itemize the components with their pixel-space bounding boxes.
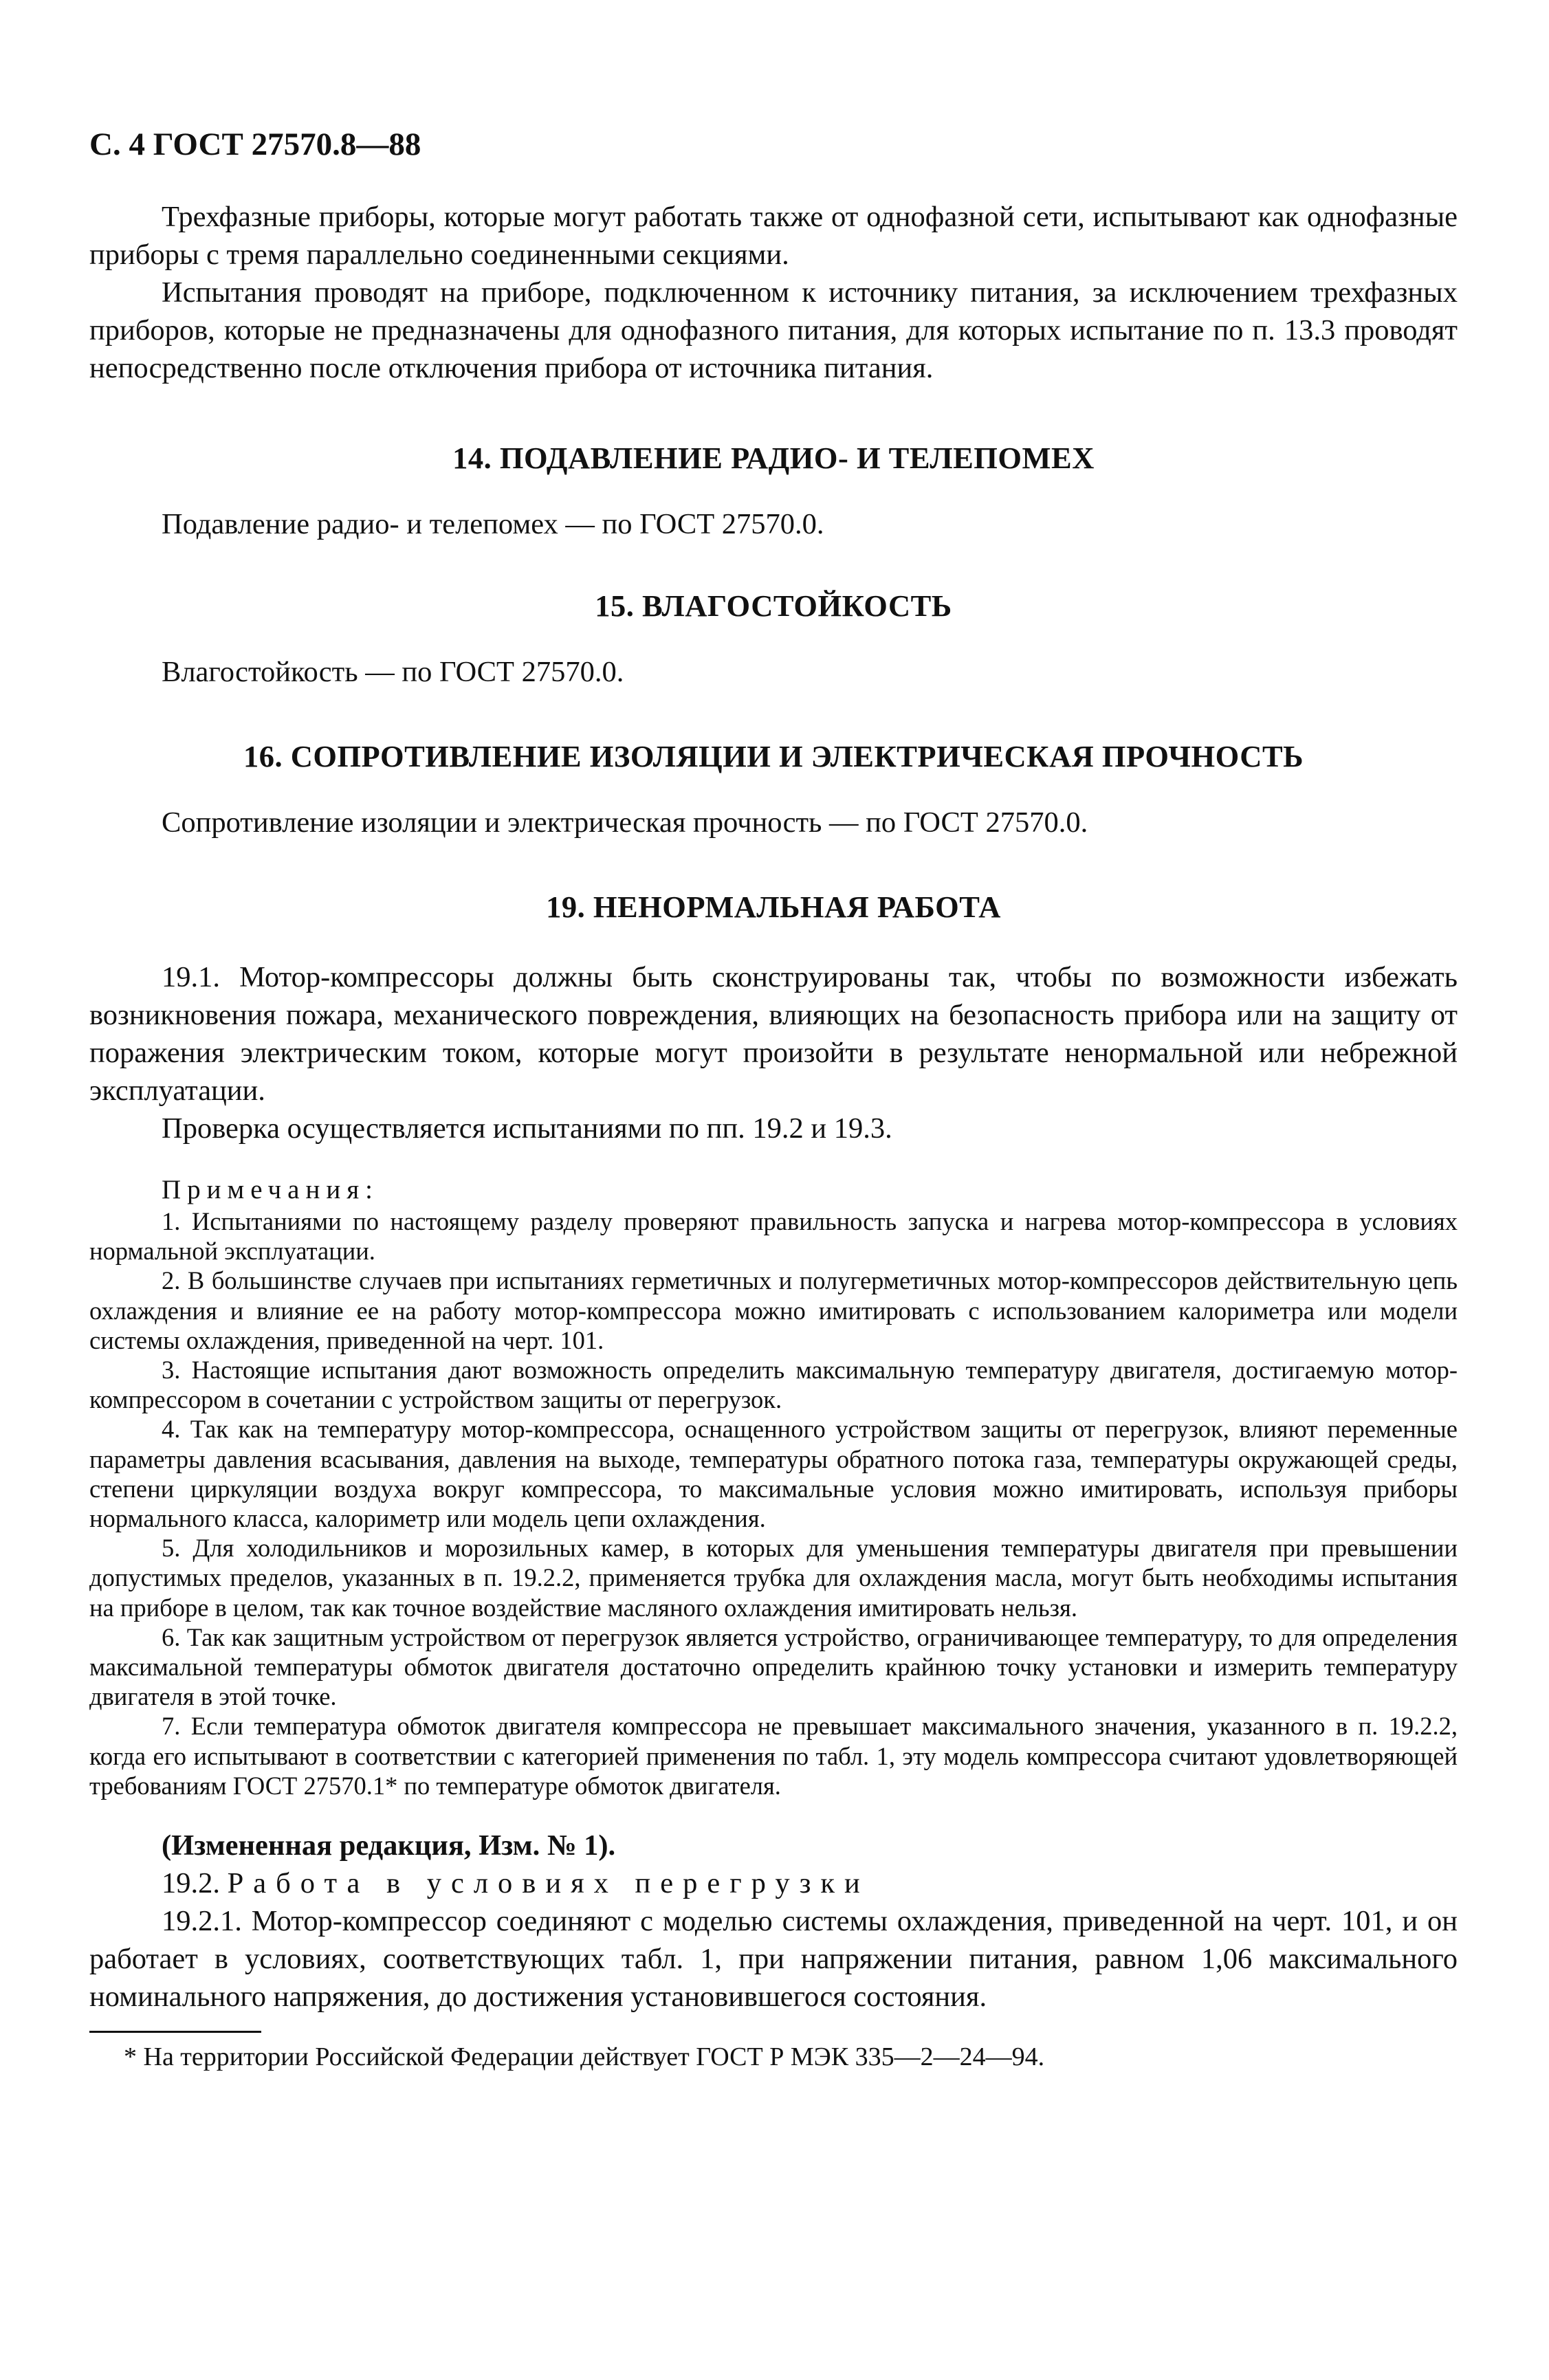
section-15-text: Влагостойкость — по ГОСТ 27570.0. <box>162 656 624 688</box>
section-14-text: Подавление радио- и телепомех — по ГОСТ 27570.0. <box>162 508 824 540</box>
note-3: 3. Настоящие испытания дают возможность определить максимальную температуру двигателя, достигаемую мотор-компрессором в сочетании с устройством защиты от перегрузок. <box>89 1356 1458 1414</box>
section-14-heading: 14. ПОДАВЛЕНИЕ РАДИО- И ТЕЛЕПОМЕХ <box>452 441 1095 475</box>
section-16-text: Сопротивление изоляции и электрическая прочность — по ГОСТ 27570.0. <box>162 806 1088 839</box>
note-7: 7. Если температура обмоток двигателя компрессора не превышает максимального значения, указанного в п. 19.2.2, когда его испытывают в соответствии с категорией применения по табл. 1, эту модель компрессора считают удовлетворяющей требованиям ГОСТ 27570.1* по температуре обмоток двигателя. <box>89 1712 1458 1800</box>
clause-19-1: 19.1. Мотор-компрессоры должны быть сконструированы так, чтобы по возможности избежать возникновения пожара, механического повреждения, влияющих на безопасность прибора или на защиту от поражения электрическим током, которые могут произойти в результате ненормальной или небрежной эксплуатации. <box>89 961 1458 1107</box>
clause-19-2-1: 19.2.1. Мотор-компрессор соединяют с моделью системы охлаждения, приведенной на черт. 101, и он работает в условиях, соответствующих табл. 1, при напряжении питания, равном 1,06 максимального номинального напряжения, до достижения установившегося состояния. <box>89 1905 1458 2014</box>
note-2: 2. В большинстве случаев при испытаниях герметичных и полугерметичных мотор-компрессоров действительную цепь охлаждения и влияние ее на работу мотор-компрессора можно имитировать с использованием калориметра или модели системы охлаждения, приведенной на черт. 101. <box>89 1266 1458 1354</box>
note-4: 4. Так как на температуру мотор-компрессора, оснащенного устройством защиты от перегрузок, влияют переменные параметры давления всасывания, давления на выходе, температуры обратного потока газа, температуры окружающей среды, степени циркуляции воздуха вокруг компрессора, то максимальные условия можно имитировать, используя приборы нормального класса, калориметр или модель цепи охлаждения. <box>89 1415 1458 1533</box>
note-1: 1. Испытаниями по настоящему разделу проверяют правильность запуска и нагрева мотор-компрессора в условиях нормальной эксплуатации. <box>89 1207 1458 1266</box>
clause-19-1-check: Проверка осуществляется испытаниями по пп. 19.2 и 19.3. <box>162 1112 892 1145</box>
document-page <box>89 124 1458 2074</box>
intro-paragraph-2: Испытания проводят на приборе, подключенном к источнику питания, за исключением трехфазных приборов, которые не предназначены для однофазного питания, для которых испытание по п. 13.3 проводят непосредственно после отключения прибора от источника питания. <box>89 276 1458 384</box>
notes-title: Примечания: <box>162 1175 379 1204</box>
footnote-divider <box>89 2031 261 2033</box>
section-19-heading: 19. НЕНОРМАЛЬНАЯ РАБОТА <box>546 890 1001 924</box>
note-6: 6. Так как защитным устройством от перегрузок является устройство, ограничивающее температуру, то для определения максимальной температуры обмоток двигателя достаточно определить крайнюю точку установки и измерить температуру двигателя в этой точке. <box>89 1622 1458 1711</box>
intro-paragraph-1: Трехфазные приборы, которые могут работать также от однофазной сети, испытывают как однофазные приборы с тремя параллельно соединенными секциями. <box>89 201 1458 271</box>
section-16-heading: 16. СОПРОТИВЛЕНИЕ ИЗОЛЯЦИИ И ЭЛЕКТРИЧЕСКАЯ ПРОЧНОСТЬ <box>243 739 1304 773</box>
section-15-heading: 15. ВЛАГОСТОЙКОСТЬ <box>595 588 952 623</box>
clause-19-2-title: Работа в условиях перегрузки <box>227 1867 870 1900</box>
clause-19-2-number: 19.2. <box>162 1867 220 1900</box>
footnote: * На территории Российской Федерации действует ГОСТ Р МЭК 335—2—24—94. <box>124 2042 1045 2072</box>
page-header: С. 4 ГОСТ 27570.8—88 <box>89 126 421 162</box>
edition-note: (Измененная редакция, Изм. № 1). <box>162 1829 616 1862</box>
clause-19-2-heading <box>89 1864 1458 1902</box>
notes-block <box>89 1174 1458 1800</box>
note-5: 5. Для холодильников и морозильных камер, в которых для уменьшения температуры двигателя при превышении допустимых пределов, указанных в п. 19.2.2, применяется трубка для охлаждения масла, могут быть необходимы испытания на приборе в целом, так как точное воздействие масляного охлаждения имитировать нельзя. <box>89 1534 1458 1622</box>
